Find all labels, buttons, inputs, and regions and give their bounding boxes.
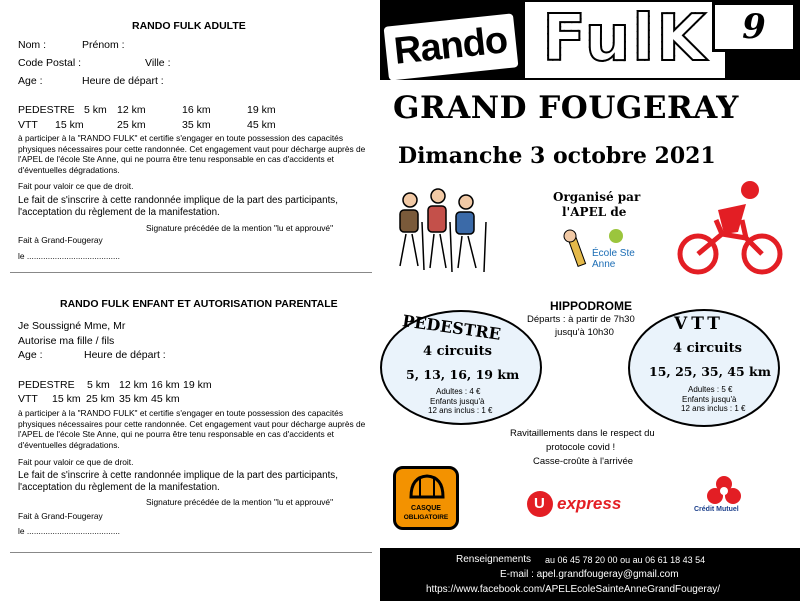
event-date: Dimanche 3 octobre 2021 [398, 143, 716, 169]
departs-line2: jusqu'à 10h30 [555, 327, 614, 338]
pedestre-enfants-2: 12 ans inclus : 1 € [428, 406, 493, 415]
date-field[interactable]: le ........................................ [18, 526, 120, 536]
pedestre-label: PEDESTRE [18, 379, 75, 391]
fait-a-text: Fait à Grand-Fougeray [18, 235, 103, 245]
ecole-logo [558, 222, 636, 280]
pedestre-option[interactable]: 19 km [247, 104, 276, 116]
acceptation-text: Le fait de s'inscrire à cette randonnée implique de la part des participants, l'acceptation du règlement de la manifestation. [18, 195, 338, 218]
cyclist-illustration [676, 176, 784, 278]
pedestre-option[interactable]: 5 km [87, 379, 110, 391]
helmet-icon [408, 473, 446, 503]
form-divider [10, 552, 372, 553]
casque-badge [393, 466, 459, 530]
pedestre-option[interactable]: 5 km [84, 104, 107, 116]
soussigne-label: Je Soussigné Mme, Mr [18, 320, 126, 332]
pedestre-adultes: Adultes : 4 € [436, 387, 481, 396]
vtt-option[interactable]: 45 km [151, 393, 180, 405]
vtt-option[interactable]: 35 km [119, 393, 148, 405]
vtt-option[interactable]: 15 km [52, 393, 81, 405]
adult-form-title: RANDO FULK ADULTE [132, 20, 246, 32]
engagement-text: à participer à la "RANDO FULK" et certifie s'engager en toute possession des capacités physiques nécessaires pour cette randonnée. Cet engagement vaut pour décharge auprès de l'APEL de l'école Ste Anne, qui ne pourra être tenu responsable en cas d'accidents et d'éventuelles dégradations. [18, 408, 366, 450]
heure-depart-label: Heure de départ : [82, 75, 164, 87]
valoir-text: Fait pour valoir ce que de droit. [18, 457, 134, 467]
vtt-distances: 15, 25, 35, 45 km [649, 364, 771, 379]
acceptation-text: Le fait de s'inscrire à cette randonnée implique de la part des participants, l'acceptation du règlement de la manifestation. [18, 470, 338, 493]
pedestre-option[interactable]: 12 km [117, 104, 146, 116]
rando-logo: Rando [384, 13, 519, 80]
vtt-option[interactable]: 15 km [55, 119, 84, 131]
pedestre-circuits: 4 circuits [423, 344, 492, 359]
casque-line2: OBLIGATOIRE [403, 514, 449, 521]
facebook-link[interactable]: https://www.facebook.com/APELEcoleSainteAnneGrandFougeray/ [426, 584, 721, 595]
pedestre-option[interactable]: 19 km [183, 379, 212, 391]
age-label: Age : [18, 349, 43, 361]
date-field[interactable]: le ........................................ [18, 251, 120, 261]
pedestre-option[interactable]: 16 km [151, 379, 180, 391]
edition-badge: 9 [712, 2, 796, 52]
hikers-illustration [388, 182, 508, 280]
vtt-enfants-1: Enfants jusqu'à [682, 395, 737, 404]
child-form-title: RANDO FULK ENFANT ET AUTORISATION PARENTALE [60, 298, 338, 310]
pedestre-distances: 5, 13, 16, 19 km [406, 367, 520, 382]
organise-line2: l'APEL de [562, 205, 627, 219]
vtt-enfants-2: 12 ans inclus : 1 € [681, 404, 746, 413]
ville-label: Ville : [145, 57, 171, 69]
vtt-adultes: Adultes : 5 € [688, 385, 733, 394]
form-divider [10, 272, 372, 273]
pedestre-option[interactable]: 12 km [119, 379, 148, 391]
express-text: express [557, 494, 622, 513]
renseignements-label: Renseignements [456, 554, 532, 565]
autorise-label: Autorise ma fille / fils [18, 335, 115, 347]
pedestre-label: PEDESTRE [18, 104, 75, 116]
credit-mutuel-logo [706, 472, 742, 506]
vtt-option[interactable]: 25 km [86, 393, 115, 405]
town-title: GRAND FOUGERAY [393, 90, 739, 126]
organise-line1: Organisé par [553, 190, 641, 204]
vtt-option[interactable]: 35 km [182, 119, 211, 131]
heure-depart-label: Heure de départ : [84, 349, 166, 361]
valoir-text: Fait pour valoir ce que de droit. [18, 181, 134, 191]
signature-text: Signature précédée de la mention "lu et approuvé" [146, 497, 334, 507]
code-postal-label: Code Postal : [18, 57, 82, 69]
vtt-title: VTT [674, 314, 724, 334]
casque-line1: CASQUE [411, 505, 441, 512]
phones-text: au 06 45 78 20 00 ou au 06 61 18 43 54 [545, 555, 706, 565]
ecole-logo-text: École Ste Anne [592, 248, 635, 270]
nom-label: Nom : [18, 39, 47, 51]
ravitaillements-line2: protocole covid ! [546, 442, 616, 453]
vtt-circuits: 4 circuits [673, 341, 742, 356]
ravitaillements-line1: Ravitaillements dans le respect du [510, 428, 655, 439]
fait-a-text: Fait à Grand-Fougeray [18, 511, 103, 521]
signature-text: Signature précédée de la mention "lu et approuvé" [146, 223, 334, 233]
engagement-text: à participer à la "RANDO FULK" et certifie s'engager en toute possession des capacités physiques nécessaires pour cette randonnée. Cet engagement vaut pour décharge auprès de l'APEL de l'école Ste Anne, qui ne pourra être tenu responsable en cas d'accidents et d'éventuelles dégradations. [18, 133, 366, 175]
venue-label: HIPPODROME [550, 299, 633, 313]
age-label: Age : [18, 75, 43, 87]
vtt-label: VTT [18, 119, 38, 131]
prenom-label: Prénom : [82, 39, 125, 51]
credit-mutuel-text: Crédit Mutuel [694, 506, 739, 513]
u-express-logo: U [527, 491, 553, 517]
pedestre-enfants-1: Enfants jusqu'à [430, 397, 485, 406]
fulk-logo: FulK [525, 2, 725, 78]
vtt-option[interactable]: 45 km [247, 119, 276, 131]
vtt-label: VTT [18, 393, 38, 405]
pedestre-title: PEDESTRE [401, 311, 503, 344]
vtt-option[interactable]: 25 km [117, 119, 146, 131]
footer [380, 548, 800, 601]
email-text[interactable]: E-mail : apel.grandfougeray@gmail.com [500, 569, 679, 580]
departs-line1: Départs : à partir de 7h30 [527, 314, 635, 325]
casse-croute: Casse-croûte à l'arrivée [533, 456, 634, 467]
pedestre-option[interactable]: 16 km [182, 104, 211, 116]
